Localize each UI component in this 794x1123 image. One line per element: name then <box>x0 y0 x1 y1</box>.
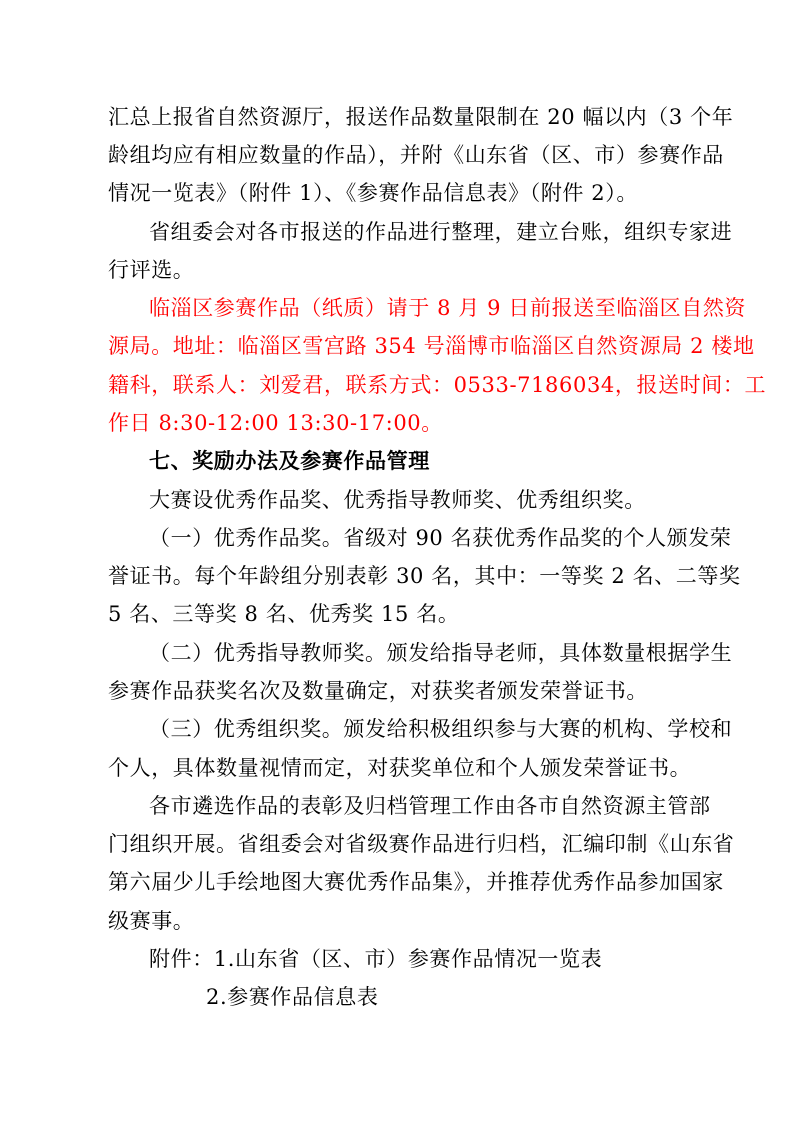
attachment-line: 2.参赛作品信息表 <box>206 985 379 1009</box>
paragraph-line: （一）优秀作品奖。省级对 90 名获优秀作品奖的个人颁发荣 <box>149 526 732 550</box>
paragraph-line: （二）优秀指导教师奖。颁发给指导老师，具体数量根据学生 <box>149 641 733 665</box>
paragraph-line: 省组委会对各市报送的作品进行整理，建立台账，组织专家进 <box>149 220 733 244</box>
paragraph-line: 行评选。 <box>108 258 195 282</box>
notice-line: 籍科，联系人：刘爱君，联系方式：0533-7186034，报送时间：工 <box>108 373 767 397</box>
paragraph-line: 大赛设优秀作品奖、优秀指导教师奖、优秀组织奖。 <box>149 488 646 512</box>
paragraph-line: 情况一览表》（附件 1）、《参赛作品信息表》（附件 2）。 <box>108 181 638 205</box>
paragraph-line: 门组织开展。省组委会对省级赛作品进行归档，汇编印制《山东省 <box>108 832 735 856</box>
paragraph-line: 第六届少儿手绘地图大赛优秀作品集》，并推荐优秀作品参加国家 <box>108 870 724 894</box>
paragraph-line: 个人，具体数量视情而定，对获奖单位和个人颁发荣誉证书。 <box>108 756 692 780</box>
paragraph-line: 各市遴选作品的表彰及归档管理工作由各市自然资源主管部 <box>149 794 711 818</box>
paragraph-line: 誉证书。每个年龄组分别表彰 30 名，其中：一等奖 2 名、二等奖 <box>108 564 741 588</box>
paragraph-line: 5 名、三等奖 8 名、优秀奖 15 名。 <box>108 602 460 626</box>
paragraph-line: （三）优秀组织奖。颁发给积极组织参与大赛的机构、学校和 <box>149 717 733 741</box>
notice-line: 作日 8:30-12:00 13:30-17:00。 <box>108 411 443 435</box>
notice-line: 临淄区参赛作品（纸质）请于 8 月 9 日前报送至临淄区自然资 <box>149 296 747 320</box>
section-heading: 七、奖励办法及参赛作品管理 <box>149 448 430 473</box>
paragraph-line: 参赛作品获奖名次及数量确定，对获奖者颁发荣誉证书。 <box>108 679 648 703</box>
paragraph-line: 龄组均应有相应数量的作品），并附《山东省（区、市）参赛作品 <box>108 143 724 167</box>
paragraph-line: 级赛事。 <box>108 909 195 933</box>
notice-line: 源局。地址：临淄区雪宫路 354 号淄博市临淄区自然资源局 2 楼地 <box>108 334 755 358</box>
paragraph-line: 汇总上报省自然资源厅，报送作品数量限制在 20 幅以内（3 个年 <box>108 105 734 129</box>
attachment-line: 附件：1.山东省（区、市）参赛作品情况一览表 <box>149 947 603 971</box>
